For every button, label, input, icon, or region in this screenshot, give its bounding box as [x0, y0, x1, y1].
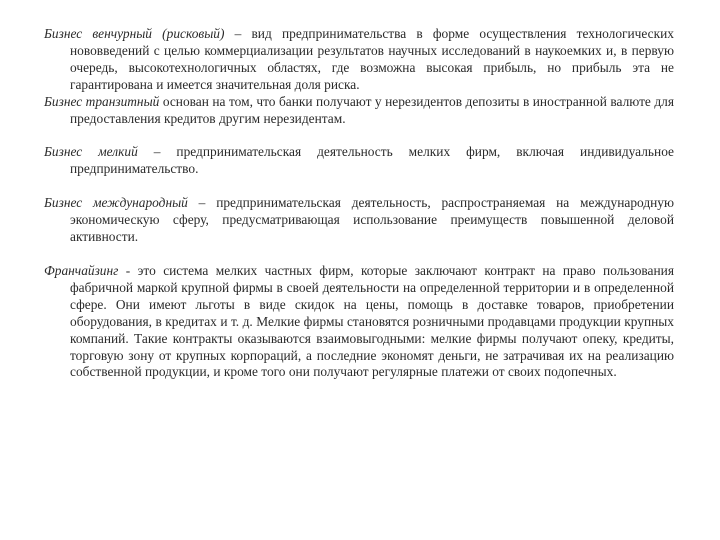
paragraph-venture-business: [44, 26, 674, 94]
term-venture-business: Бизнес венчурный (рисковый): [44, 26, 225, 41]
paragraph-transit-business: [44, 94, 674, 128]
term-transit-business: Бизнес транзитный: [44, 93, 160, 109]
definition-franchising: - это система мелких частных фирм, которые заключают контракт на право пользования фабричной маркой крупной фирмы в своей деятельности на определенной территории и в определенной сфере. Они имеют льготы в виде скидок на цены, помощь в доставке товаров, приобретении оборудования, в кредитах и т. д. Мелкие фирмы становятся розничными продавцами продукции крупных компаний. Такие контракты оказываются взаимовыгодными: мелкие фирмы получают опеку, кредиты, торговую зону от крупных корпораций, а последние экономят деньги, не затрачивая их на реализацию собственной продукции, и кроме того они получают регулярные платежи от своих подопечных.: [70, 262, 674, 380]
term-franchising: Франчайзинг: [44, 262, 119, 278]
paragraph-franchising: [44, 263, 674, 381]
document-page: [44, 26, 674, 381]
definition-transit-business: основан на том, что банки получают у нерезидентов депозиты в иностранной валюте для предоставления кредитов другим нерезидентам.: [70, 93, 674, 126]
term-small-business: Бизнес мелкий: [44, 144, 138, 160]
definition-international-business: – предпринимательская деятельность, распространяемая на международную экономическую сферу, предусматривающая использование преимуществ повышенной деловой активности.: [70, 195, 675, 245]
paragraph-small-business: [44, 144, 674, 178]
term-international-business: Бизнес международный: [44, 195, 188, 211]
definition-venture-business: – вид предпринимательства в форме осуществления технологических нововведений с целью коммерциализации результатов научных исследований в наукоемких и, в первую очередь, высокотехнологичных областях, где возможна высокая прибыль, но прибыль эта не гарантирована и имеется значительная доля риска.: [70, 26, 674, 92]
paragraph-international-business: [44, 195, 674, 246]
definition-small-business: – предпринимательская деятельность мелких фирм, включая индивидуальное предпринимательство.: [70, 144, 674, 177]
